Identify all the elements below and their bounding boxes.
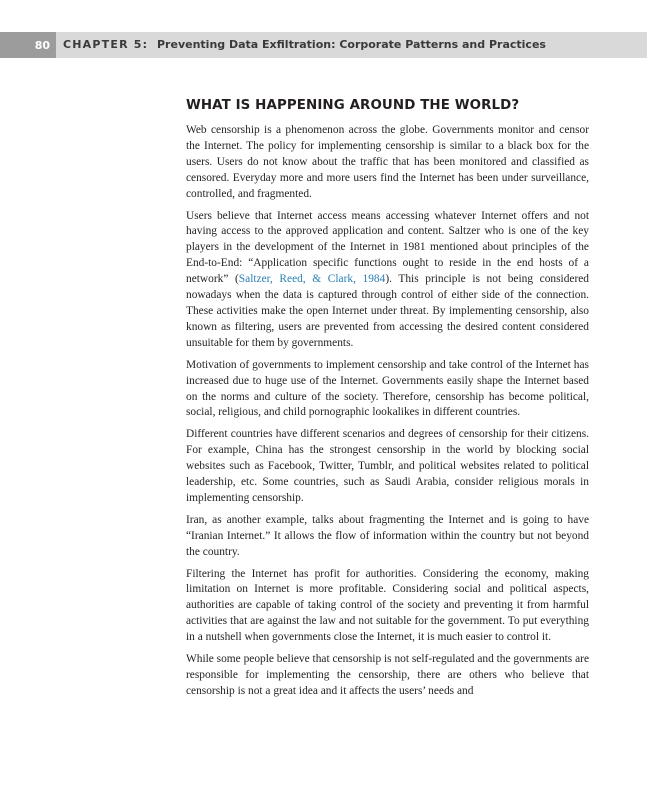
paragraph-2-text-a: Users believe that Internet access means accessing whatever Internet offers and not having access to the approved application and content. Saltzer who is one of the key players in the development of the Internet in 1981 mentioned about principles of the End-to-End: “Application specific functions ought to reside in the end hosts of a network” (: [186, 209, 589, 286]
paragraph-1: Web censorship is a phenomenon across the globe. Governments monitor and censor the Internet. The policy for implementing censorship is similar to a black box for the users. Users do not know about the traffic that has been monitored and classified as censored. Everyday more and more users find the Internet has been under surveillance, controlled, and fragmented.: [186, 124, 589, 200]
chapter-title: Preventing Data Exfiltration: Corporate Patterns and Practices: [157, 38, 546, 51]
page-number: 80: [0, 32, 56, 58]
paragraph-5: Iran, as another example, talks about fragmenting the Internet and is going to have “Iranian Internet.” It allows the flow of information within the country but not beyond the country.: [186, 513, 589, 558]
paragraph-6: Filtering the Internet has profit for authorities. Considering the economy, making limitation on Internet is more profitable. Considering social and political aspects, authorities are capable of taking control of the society and preventing it from harmful activities that are against the law and not suitable for the government. To put everything in a nutshell when governments close the Internet, it is much easier to control it.: [186, 567, 589, 644]
paragraph-7: While some people believe that censorship is not self-regulated and the governments are responsible for implementing the censorship, there are others who believe that censorship is not a great idea and it affects the users’ needs and: [186, 653, 589, 697]
chapter-label: CHAPTER 5:: [63, 38, 149, 51]
running-header: [0, 32, 647, 58]
paragraph-3: Motivation of governments to implement censorship and take control of the Internet has increased due to huge use of the Internet. Governments easily shape the Internet based on the norms and culture of the society. Therefore, censorship has become political, social, religious, and child pornographic lookalikes in different countries.: [186, 358, 589, 419]
paragraph-2-text-b: ). This principle is not being considered nowadays when the data is captured through control of either side of the connection. These activities make the open Internet under threat. By implementing censorship, also known as filtering, users are prevented from accessing the desired content considered unsuitable for them by governments.: [186, 273, 589, 349]
section-heading: WHAT IS HAPPENING AROUND THE WORLD?: [186, 98, 520, 113]
page-body: [186, 95, 589, 706]
paragraph-4: Different countries have different scenarios and degrees of censorship for their citizens. For example, China has the strongest censorship in the world by blocking social websites such as Facebook, Twitter, Tumblr, and political websites related to political leadership, etc. Some countries, such as Saudi Arabia, consider religious morals in implementing censorship.: [186, 428, 589, 504]
paragraph-2: [186, 209, 589, 352]
citation-link[interactable]: Saltzer, Reed, & Clark, 1984: [238, 273, 386, 286]
